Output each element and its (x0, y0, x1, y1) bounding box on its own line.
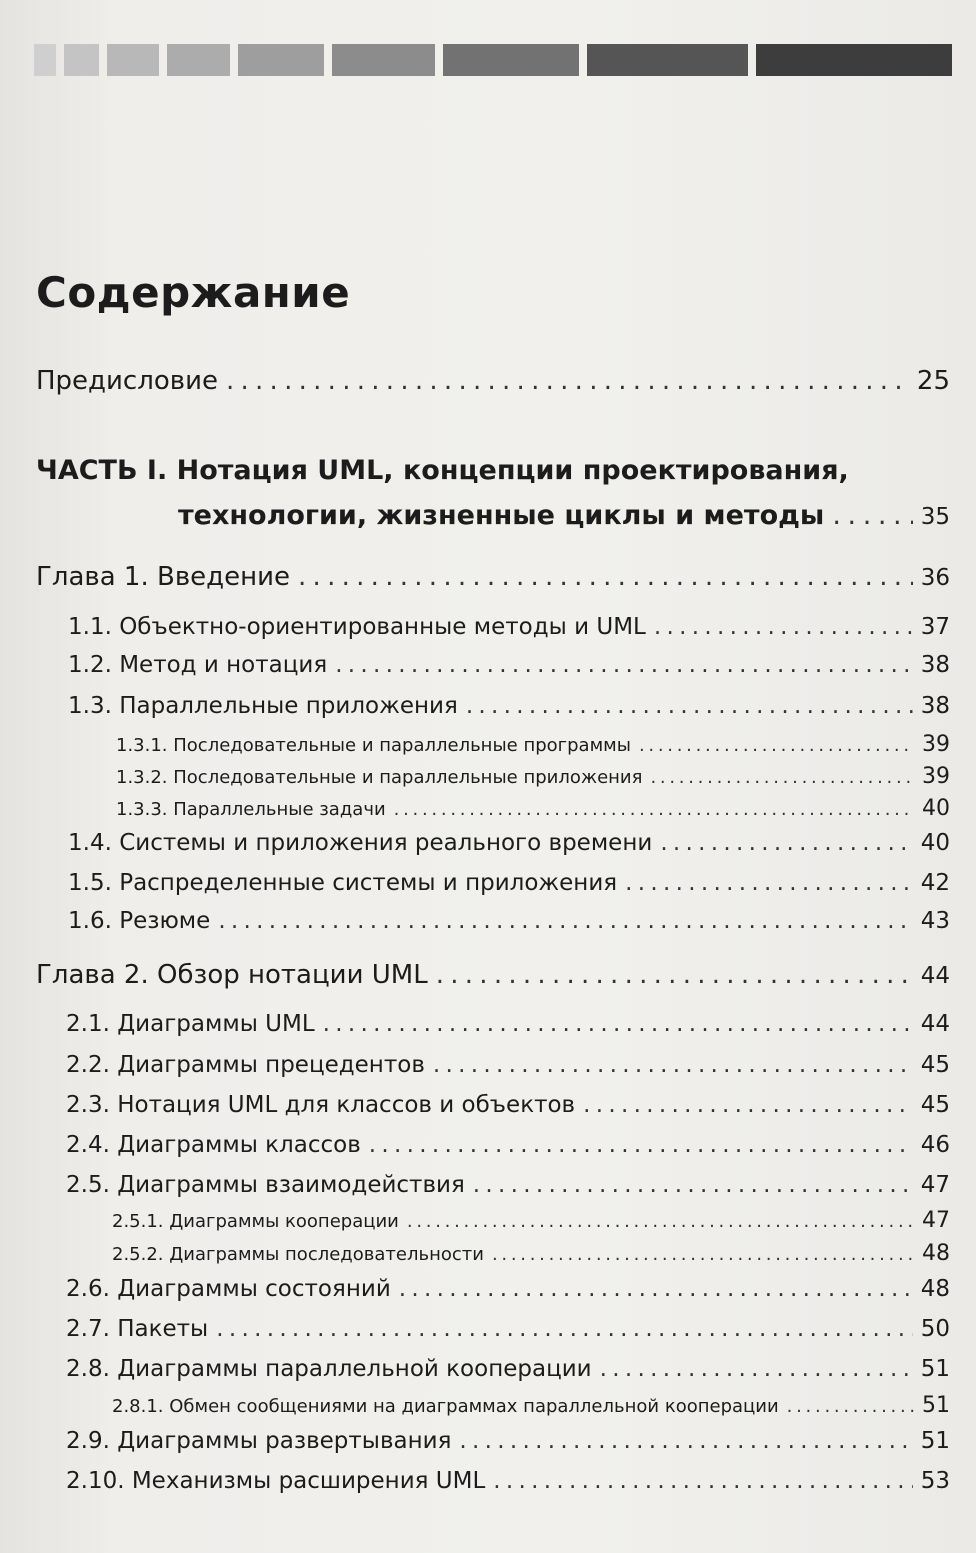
page-title: Содержание (36, 268, 351, 317)
toc-entry-page: 48 (922, 1241, 950, 1266)
toc-entry (36, 562, 950, 592)
toc-entry-page: 45 (920, 1052, 950, 1078)
toc-entry (68, 652, 950, 678)
leader-dots (323, 1011, 913, 1037)
header-segment (756, 44, 952, 76)
leader-dots (399, 1276, 913, 1302)
header-segment (238, 44, 323, 76)
leader-dots (466, 693, 913, 719)
leader-dots (832, 500, 912, 531)
toc-entry (66, 1356, 950, 1382)
toc-entry-label: 1.5. Распределенные системы и приложения (68, 870, 618, 896)
part-title: ЧАСТЬ I. Нотация UML, концепции проектирования, (36, 455, 849, 486)
leader-dots (433, 1052, 913, 1078)
toc-entry-label: 2.4. Диаграммы классов (66, 1132, 361, 1158)
toc-entry (66, 1428, 950, 1454)
toc-entry (66, 1316, 950, 1342)
toc-entry-page: 40 (920, 830, 950, 856)
toc-entry-label: 2.9. Диаграммы развертывания (66, 1428, 452, 1454)
leader-dots (226, 366, 909, 396)
header-segment (107, 44, 159, 76)
header-segment (34, 44, 56, 76)
toc-entry (178, 500, 950, 531)
toc-entry-label: 1.2. Метод и нотация (68, 652, 328, 678)
toc-entry-page: 48 (920, 1276, 950, 1302)
toc-entry-page: 42 (920, 870, 950, 896)
toc-entry-page: 44 (920, 1011, 950, 1037)
leader-dots (218, 908, 912, 934)
leader-dots (407, 1211, 914, 1232)
toc-entry-label: 2.6. Диаграммы состояний (66, 1276, 391, 1302)
toc-entry-page: 39 (922, 764, 950, 789)
toc-entry (68, 830, 950, 856)
toc-entry-page: 51 (922, 1393, 950, 1418)
toc-entry-label: 1.3.3. Параллельные задачи (116, 799, 386, 820)
leader-dots (787, 1396, 914, 1417)
toc-entry (112, 1208, 950, 1233)
toc-entry-page: 40 (922, 796, 950, 821)
toc-entry (112, 1241, 950, 1266)
leader-dots (216, 1316, 913, 1342)
toc-entry-label: 2.8.1. Обмен сообщениями на диаграммах параллельной кооперации (112, 1396, 779, 1417)
toc-entry-label: 1.3.1. Последовательные и параллельные программы (116, 735, 631, 756)
leader-dots (600, 1356, 913, 1382)
toc-entry (66, 1276, 950, 1302)
leader-dots (493, 1468, 912, 1494)
leader-dots (492, 1244, 914, 1265)
toc-entry (68, 908, 950, 934)
toc-entry-page: 53 (920, 1468, 950, 1494)
toc-entry (66, 1468, 950, 1494)
toc-entry-label: 2.5. Диаграммы взаимодействия (66, 1172, 465, 1198)
leader-dots (654, 614, 913, 640)
toc-entry (116, 764, 950, 789)
header-segment (587, 44, 748, 76)
leader-dots (650, 767, 914, 788)
toc-entry-label: 2.1. Диаграммы UML (66, 1011, 315, 1037)
header-segment (443, 44, 580, 76)
toc-entry-page: 38 (920, 652, 950, 678)
toc-entry-page: 36 (920, 565, 950, 591)
toc-entry (66, 1011, 950, 1037)
leader-dots (625, 870, 913, 896)
toc-entry-label: 2.5.1. Диаграммы кооперации (112, 1211, 399, 1232)
toc-entry-label: 1.3.2. Последовательные и параллельные приложения (116, 767, 643, 788)
toc-entry-label: 1.1. Объектно-ориентированные методы и UML (68, 614, 646, 640)
header-bar (34, 44, 952, 76)
header-segment (167, 44, 230, 76)
toc-entry-page: 46 (920, 1132, 950, 1158)
toc-entry-label: 1.3. Параллельные приложения (68, 693, 458, 719)
toc-entry (68, 870, 950, 896)
toc-entry (68, 614, 950, 640)
leader-dots (660, 830, 912, 856)
toc-entry-page: 38 (920, 693, 950, 719)
toc-entry-label: Глава 2. Обзор нотации UML (36, 960, 428, 990)
toc-entry (68, 693, 950, 719)
leader-dots (473, 1172, 913, 1198)
toc-entry-page: 47 (920, 1172, 950, 1198)
toc-entry-label: 2.3. Нотация UML для классов и объектов (66, 1092, 576, 1118)
toc-entry-page: 35 (920, 504, 950, 530)
toc-entry-label: Предисловие (36, 366, 218, 396)
toc-entry (66, 1052, 950, 1078)
toc-entry (36, 366, 950, 396)
leader-dots (639, 735, 914, 756)
toc-entry (66, 1132, 950, 1158)
toc-entry-page: 44 (920, 963, 950, 989)
header-segment (332, 44, 435, 76)
leader-dots (459, 1428, 912, 1454)
leader-dots (394, 799, 914, 820)
toc-entry (116, 796, 950, 821)
toc-entry (66, 1092, 950, 1118)
toc-entry (112, 1393, 950, 1418)
toc-entry-label: 2.8. Диаграммы параллельной кооперации (66, 1356, 592, 1382)
leader-dots (583, 1092, 913, 1118)
leader-dots (298, 562, 913, 592)
leader-dots (436, 960, 913, 990)
toc-entry-label: 2.10. Механизмы расширения UML (66, 1468, 486, 1494)
toc-entry-label: технологии, жизненные циклы и методы (178, 500, 825, 531)
toc-entry-page: 43 (920, 908, 950, 934)
toc-entry-page: 25 (916, 366, 950, 396)
toc-entry-label: Глава 1. Введение (36, 562, 291, 592)
toc-entry-page: 37 (920, 614, 950, 640)
leader-dots (335, 652, 913, 678)
toc-entry-page: 45 (920, 1092, 950, 1118)
toc-entry (66, 1172, 950, 1198)
toc-entry-label: 2.5.2. Диаграммы последовательности (112, 1244, 484, 1265)
toc-entry-page: 39 (922, 732, 950, 757)
toc-entry-page: 50 (920, 1316, 950, 1342)
toc-entry-page: 47 (922, 1208, 950, 1233)
toc-entry-label: 1.4. Системы и приложения реального времени (68, 830, 653, 856)
toc-entry (116, 732, 950, 757)
toc-entry-label: 2.7. Пакеты (66, 1316, 209, 1342)
toc-entry-page: 51 (920, 1356, 950, 1382)
toc-entry (36, 960, 950, 990)
header-segment (64, 44, 100, 76)
leader-dots (369, 1132, 913, 1158)
toc-entry-page: 51 (920, 1428, 950, 1454)
toc-entry-label: 2.2. Диаграммы прецедентов (66, 1052, 425, 1078)
toc-entry-label: 1.6. Резюме (68, 908, 211, 934)
